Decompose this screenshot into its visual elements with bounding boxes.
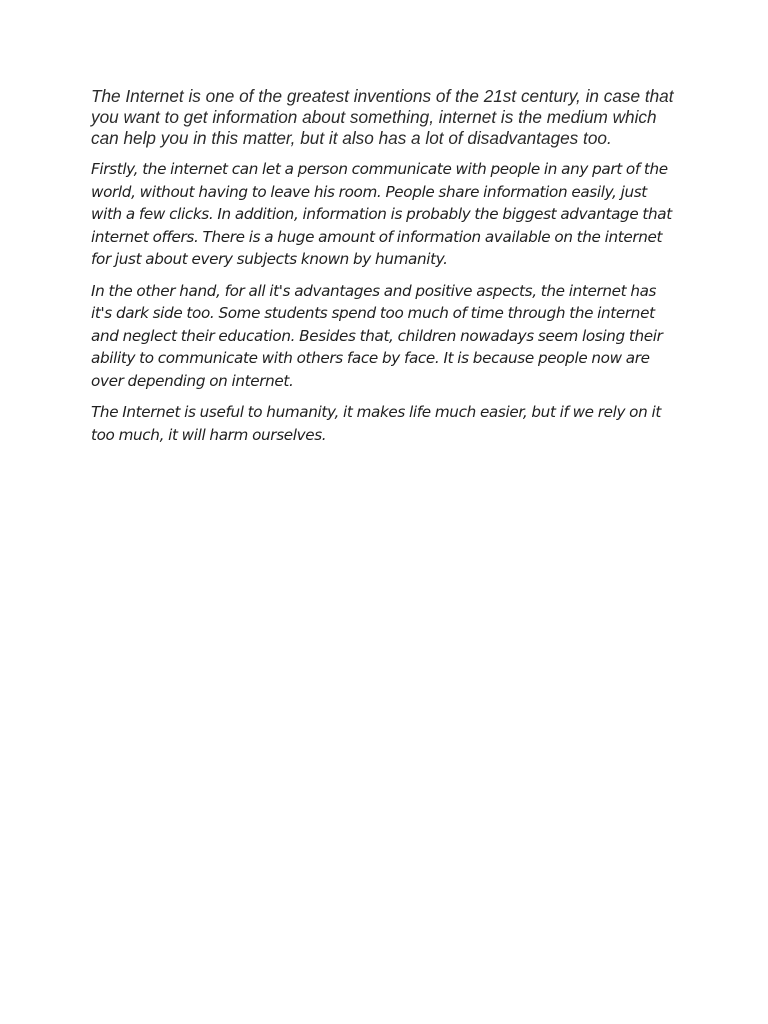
intro-paragraph: The Internet is one of the greatest inventions of the 21st century, in case that you want to get information about something, internet is the medium which can help you in this matter, but it also has a lot of disadvantages too.	[91, 86, 674, 148]
document-body	[91, 86, 677, 455]
conclusion-paragraph: The Internet is useful to humanity, it makes life much easier, but if we rely on it too much, it will harm ourselves.	[91, 403, 661, 444]
body-paragraph-disadvantages: In the other hand, for all it's advantages and positive aspects, the internet has it's dark side too. Some students spend too much of time through the internet and neglect their education. Besides that, children nowadays seem losing their ability to communicate with others face by face. It is because people now are over depending on internet.	[91, 281, 663, 390]
body-paragraph-advantages: Firstly, the internet can let a person communicate with people in any part of the world, without having to leave his room. People share information easily, just with a few clicks. In addition, information is probably the biggest advantage that internet offers. There is a huge amount of information available on the internet for just about every subjects known by humanity.	[91, 160, 672, 269]
